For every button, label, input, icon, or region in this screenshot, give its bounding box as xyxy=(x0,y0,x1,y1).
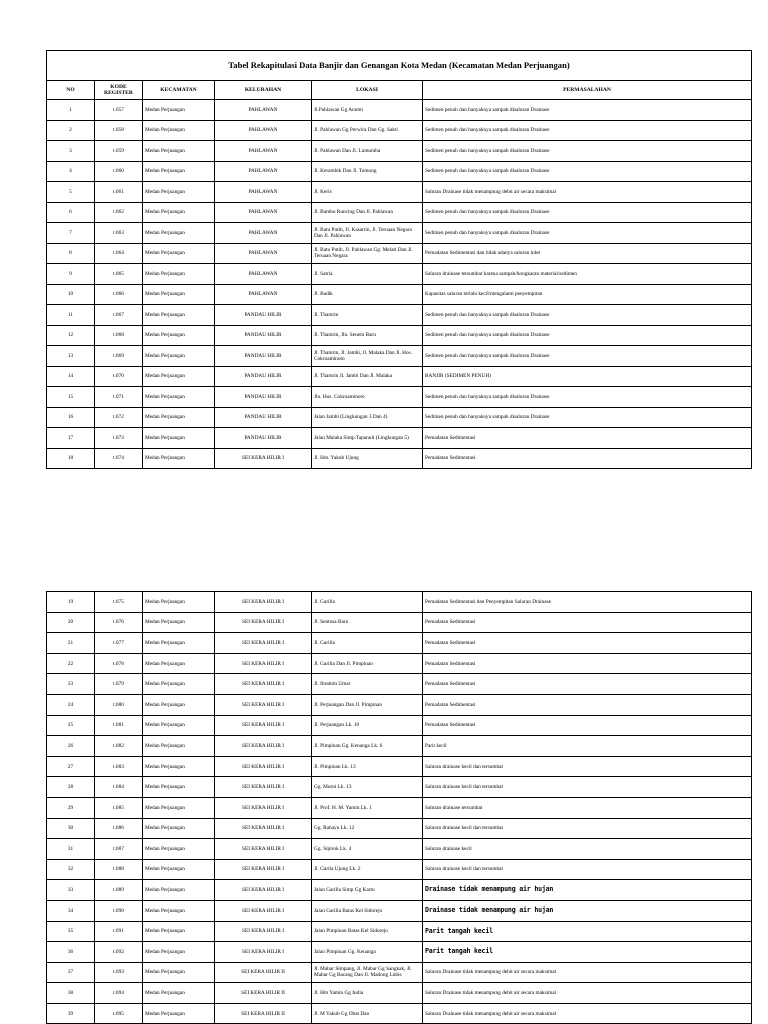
row-no: 24 xyxy=(47,694,95,715)
table-row xyxy=(47,756,752,777)
row-kecamatan: Medan Perjuangan xyxy=(143,120,215,141)
table-row xyxy=(47,736,752,757)
row-kelurahan: SEI KERA HILIR I xyxy=(215,715,312,736)
row-permasalahan: Saluran Drainase tidak menampung debit air secara maksimal xyxy=(423,1003,752,1024)
row-permasalahan: Saluran Drainase tidak menampung debit air secara maksimal xyxy=(423,983,752,1004)
table-row xyxy=(47,1003,752,1024)
row-permasalahan: Kapasitas saluran terlalu kecil/mengalami penyempitan xyxy=(423,284,752,305)
row-kecamatan: Medan Perjuangan xyxy=(143,1003,215,1024)
table-row xyxy=(47,387,752,408)
row-kode-register: t.058 xyxy=(95,120,143,141)
row-lokasi: Jl. Garilla xyxy=(312,633,423,654)
row-kecamatan: Medan Perjuangan xyxy=(143,797,215,818)
row-kode-register: t.081 xyxy=(95,715,143,736)
row-permasalahan: Pemadatan Sedimentasi xyxy=(423,674,752,695)
table-title: Tabel Rekapitulasi Data Banjir dan Genangan Kota Medan (Kecamatan Medan Perjuangan) xyxy=(47,51,752,81)
row-no: 29 xyxy=(47,797,95,818)
row-kelurahan: SEI KERA HILIR I xyxy=(215,942,312,963)
row-kode-register: t.084 xyxy=(95,777,143,798)
row-lokasi: Jl. Badik xyxy=(312,284,423,305)
row-kecamatan: Medan Perjuangan xyxy=(143,202,215,223)
row-no: 13 xyxy=(47,346,95,367)
row-permasalahan: Saluran drainase kecil dan tersumbat xyxy=(423,818,752,839)
row-kecamatan: Medan Perjuangan xyxy=(143,592,215,613)
row-kelurahan: SEI KERA HILIR I xyxy=(215,448,312,469)
row-kode-register: t.074 xyxy=(95,448,143,469)
row-permasalahan: Pemadatan Sedimentasi xyxy=(423,428,752,449)
row-lokasi: Jl. Hm Yamin Gg India xyxy=(312,983,423,1004)
row-no: 36 xyxy=(47,942,95,963)
row-kecamatan: Medan Perjuangan xyxy=(143,900,215,921)
table-row xyxy=(47,818,752,839)
row-lokasi: Jl. Garilla Dan Jl. Pimpinan xyxy=(312,653,423,674)
row-kode-register: t.079 xyxy=(95,674,143,695)
table-row xyxy=(47,448,752,469)
row-lokasi: Gg. Sipirok Lk. 4 xyxy=(312,839,423,860)
row-kecamatan: Medan Perjuangan xyxy=(143,428,215,449)
row-permasalahan: Drainase tidak menampung air hujan xyxy=(423,900,752,921)
row-no: 10 xyxy=(47,284,95,305)
row-permasalahan: Pemadatan Sedimentasi dan tidak adanya saluran inlet xyxy=(423,243,752,264)
row-kelurahan: PANDAU HILIR xyxy=(215,325,312,346)
row-lokasi: Jl. Pimpinan Lk. 13 xyxy=(312,756,423,777)
table-row xyxy=(47,674,752,695)
table-row xyxy=(47,284,752,305)
row-kecamatan: Medan Perjuangan xyxy=(143,653,215,674)
row-kelurahan: PAHLAWAN xyxy=(215,141,312,162)
row-kelurahan: PANDAU HILIR xyxy=(215,407,312,428)
row-no: 9 xyxy=(47,264,95,285)
row-kode-register: t.069 xyxy=(95,346,143,367)
row-no: 26 xyxy=(47,736,95,757)
header-permasalahan: PERMASALAHAN xyxy=(423,81,752,100)
row-kelurahan: SEI KERA HILIR I xyxy=(215,674,312,695)
row-kode-register: t.089 xyxy=(95,880,143,901)
row-kode-register: t.071 xyxy=(95,387,143,408)
row-permasalahan: Drainase tidak menampung air hujan xyxy=(423,880,752,901)
row-permasalahan: Sedimen penuh dan banyaknya sampah disaluran Drainase xyxy=(423,141,752,162)
table-row xyxy=(47,120,752,141)
row-permasalahan: Saluran drainase kecil dan tersumbat xyxy=(423,756,752,777)
row-permasalahan: Saluran drainase kecil dan tersumbat xyxy=(423,859,752,880)
row-kecamatan: Medan Perjuangan xyxy=(143,736,215,757)
row-kecamatan: Medan Perjuangan xyxy=(143,284,215,305)
row-permasalahan: Sedimen penuh dan banyaknya sampah disaluran Drainase xyxy=(423,202,752,223)
row-lokasi: Jalan Pimpinan Batas Kel Sidorejo xyxy=(312,921,423,942)
row-kecamatan: Medan Perjuangan xyxy=(143,264,215,285)
row-kelurahan: SEI KERA HILIR I xyxy=(215,694,312,715)
row-lokasi: Jl. Thamrin, Jl. Jambi, Jl. Malaka Dan Jl. Hos. Cokroaminoto xyxy=(312,346,423,367)
row-permasalahan: Saluran Drainase tidak menampung debit air secara maksimal xyxy=(423,182,752,203)
row-kecamatan: Medan Perjuangan xyxy=(143,921,215,942)
row-no: 38 xyxy=(47,983,95,1004)
row-kode-register: t.060 xyxy=(95,161,143,182)
row-kelurahan: SEI KERA HILIR I xyxy=(215,612,312,633)
row-no: 34 xyxy=(47,900,95,921)
row-kode-register: t.078 xyxy=(95,653,143,674)
row-lokasi: Gg. Rahayu Lk. 12 xyxy=(312,818,423,839)
row-kode-register: t.088 xyxy=(95,859,143,880)
row-permasalahan: Pemadatan Sedimentasi xyxy=(423,448,752,469)
row-kelurahan: PANDAU HILIR xyxy=(215,305,312,326)
row-kode-register: t.077 xyxy=(95,633,143,654)
table-row xyxy=(47,962,752,983)
row-kelurahan: PANDAU HILIR xyxy=(215,428,312,449)
row-kelurahan: PAHLAWAN xyxy=(215,202,312,223)
row-kecamatan: Medan Perjuangan xyxy=(143,818,215,839)
row-lokasi: Jl. Kerambik Dan Jl. Tomong xyxy=(312,161,423,182)
row-lokasi: Jl. Bambu Runcing Dan Jl. Pahlawan xyxy=(312,202,423,223)
row-kelurahan: SEI KERA HILIR I xyxy=(215,818,312,839)
row-no: 4 xyxy=(47,161,95,182)
row-permasalahan: Sedimen penuh dan banyaknya sampah disaluran Drainase xyxy=(423,100,752,121)
row-lokasi: Jalan Jambi (Lingkungan 3 Dan 4) xyxy=(312,407,423,428)
row-permasalahan: Parit tangah kecil xyxy=(423,942,752,963)
row-kode-register: t.091 xyxy=(95,921,143,942)
row-kelurahan: PAHLAWAN xyxy=(215,223,312,244)
row-kelurahan: SEI KERA HILIR II xyxy=(215,962,312,983)
table-row xyxy=(47,694,752,715)
table-row xyxy=(47,777,752,798)
row-no: 3 xyxy=(47,141,95,162)
row-permasalahan: Saluran drainase kecil dan tersumbat xyxy=(423,777,752,798)
table-row xyxy=(47,202,752,223)
table-row xyxy=(47,141,752,162)
row-kecamatan: Medan Perjuangan xyxy=(143,859,215,880)
row-lokasi: Jalan Malaka Simp.Tapanuli (Lingkungan 5) xyxy=(312,428,423,449)
row-kode-register: t.057 xyxy=(95,100,143,121)
row-kode-register: t.087 xyxy=(95,839,143,860)
table-row xyxy=(47,428,752,449)
row-permasalahan: Parit kecil xyxy=(423,736,752,757)
row-no: 19 xyxy=(47,592,95,613)
row-kelurahan: SEI KERA HILIR I xyxy=(215,839,312,860)
row-kecamatan: Medan Perjuangan xyxy=(143,407,215,428)
row-kecamatan: Medan Perjuangan xyxy=(143,161,215,182)
row-no: 15 xyxy=(47,387,95,408)
row-no: 1 xyxy=(47,100,95,121)
row-kelurahan: SEI KERA HILIR I xyxy=(215,736,312,757)
header-no: NO xyxy=(47,81,95,100)
row-lokasi: Jalan Garilla Simp Gg Karto xyxy=(312,880,423,901)
flood-data-table-page-1 xyxy=(46,50,752,469)
row-kelurahan: PANDAU HILIR xyxy=(215,387,312,408)
row-permasalahan: Sedimen penuh dan banyaknya sampah disaluran Drainase xyxy=(423,161,752,182)
row-lokasi: Jl. Thamrin xyxy=(312,305,423,326)
row-kode-register: t.095 xyxy=(95,1003,143,1024)
row-lokasi: Jl. Ibrahim Umar xyxy=(312,674,423,695)
row-kode-register: t.066 xyxy=(95,284,143,305)
row-permasalahan: Sedimen penuh dan banyaknya sampah disaluran Drainase xyxy=(423,407,752,428)
row-kelurahan: SEI KERA HILIR II xyxy=(215,1003,312,1024)
row-lokasi: Jl. Perjuangan Dan Jl. Pimpinan xyxy=(312,694,423,715)
row-kecamatan: Medan Perjuangan xyxy=(143,305,215,326)
row-permasalahan: Pemadatan Sedimentasi xyxy=(423,653,752,674)
row-kecamatan: Medan Perjuangan xyxy=(143,633,215,654)
row-kecamatan: Medan Perjuangan xyxy=(143,715,215,736)
row-kelurahan: SEI KERA HILIR I xyxy=(215,777,312,798)
row-permasalahan: Sedimen penuh dan banyaknya sampah disaluran Drainase xyxy=(423,387,752,408)
table-row xyxy=(47,100,752,121)
header-kode-register: KODE REGISTER xyxy=(95,81,143,100)
row-no: 11 xyxy=(47,305,95,326)
row-permasalahan: Pemadatan Sedimentasi xyxy=(423,715,752,736)
table-row xyxy=(47,305,752,326)
row-lokasi: Gg. Murni Lk. 13 xyxy=(312,777,423,798)
row-lokasi: Jl. Garilla xyxy=(312,592,423,613)
row-permasalahan: Sedimen penuh dan banyaknya sampah disaluran Drainase xyxy=(423,305,752,326)
row-no: 33 xyxy=(47,880,95,901)
row-kecamatan: Medan Perjuangan xyxy=(143,141,215,162)
row-lokasi: Jl. Batu Putih, Jl. Kasatrin, Jl. Teruaan Negara Dan Jl. Pahlawan xyxy=(312,223,423,244)
row-kecamatan: Medan Perjuangan xyxy=(143,962,215,983)
row-kode-register: t.094 xyxy=(95,983,143,1004)
row-kecamatan: Medan Perjuangan xyxy=(143,325,215,346)
table-row xyxy=(47,859,752,880)
row-lokasi: Jl. Satria xyxy=(312,264,423,285)
row-kecamatan: Medan Perjuangan xyxy=(143,612,215,633)
row-kecamatan: Medan Perjuangan xyxy=(143,243,215,264)
table-row xyxy=(47,223,752,244)
row-kelurahan: SEI KERA HILIR II xyxy=(215,983,312,1004)
row-kelurahan: PAHLAWAN xyxy=(215,100,312,121)
row-lokasi: Jl. Pahlawan Dan Jl. Lumumba xyxy=(312,141,423,162)
row-kecamatan: Medan Perjuangan xyxy=(143,223,215,244)
row-no: 5 xyxy=(47,182,95,203)
table-row xyxy=(47,161,752,182)
row-permasalahan: Sedimen penuh dan banyaknya sampah disaluran Drainase xyxy=(423,325,752,346)
row-no: 17 xyxy=(47,428,95,449)
row-kode-register: t.090 xyxy=(95,900,143,921)
row-kelurahan: SEI KERA HILIR I xyxy=(215,921,312,942)
row-kelurahan: SEI KERA HILIR I xyxy=(215,880,312,901)
row-kecamatan: Medan Perjuangan xyxy=(143,839,215,860)
row-permasalahan: Pemadatan Sedimentasi xyxy=(423,694,752,715)
table-row xyxy=(47,653,752,674)
row-kelurahan: SEI KERA HILIR I xyxy=(215,859,312,880)
row-lokasi: Jl. Mabar Simpang, Jl. Mabar Gg Sangkak, Jl. Mabar Gg Bacang Dan Jl. Madong Lubis xyxy=(312,962,423,983)
row-kelurahan: PAHLAWAN xyxy=(215,284,312,305)
row-lokasi: Jl. Thamrin, Jln. Senem Baru xyxy=(312,325,423,346)
row-kelurahan: PAHLAWAN xyxy=(215,182,312,203)
row-kelurahan: SEI KERA HILIR I xyxy=(215,653,312,674)
row-no: 2 xyxy=(47,120,95,141)
row-kode-register: t.061 xyxy=(95,182,143,203)
row-no: 12 xyxy=(47,325,95,346)
row-kelurahan: SEI KERA HILIR I xyxy=(215,756,312,777)
row-permasalahan: Sedimen penuh dan banyaknya sampah disaluran Drainase xyxy=(423,346,752,367)
row-no: 18 xyxy=(47,448,95,469)
row-lokasi: Jl. M Yakub Gg Obat Dan xyxy=(312,1003,423,1024)
table-row xyxy=(47,407,752,428)
row-no: 31 xyxy=(47,839,95,860)
table-row xyxy=(47,715,752,736)
row-permasalahan: Parit tangah kecil xyxy=(423,921,752,942)
row-kode-register: t.065 xyxy=(95,264,143,285)
table-row xyxy=(47,921,752,942)
row-lokasi: Jl. Batu Putih, Jl. Pahlawan Gg. Melati Dan Jl. Teruaan Negara xyxy=(312,243,423,264)
row-kode-register: t.063 xyxy=(95,223,143,244)
table-row xyxy=(47,880,752,901)
row-permasalahan: Saluran drainase tersumbat karena sampah/bongkaran material/sedimen xyxy=(423,264,752,285)
row-no: 28 xyxy=(47,777,95,798)
row-no: 32 xyxy=(47,859,95,880)
row-no: 21 xyxy=(47,633,95,654)
row-permasalahan: Sedimen penuh dan banyaknya sampah disaluran Drainase xyxy=(423,223,752,244)
row-kecamatan: Medan Perjuangan xyxy=(143,942,215,963)
row-kelurahan: SEI KERA HILIR I xyxy=(215,797,312,818)
row-no: 16 xyxy=(47,407,95,428)
header-kelurahan: KELURAHAN xyxy=(215,81,312,100)
row-kode-register: t.075 xyxy=(95,592,143,613)
row-kode-register: t.085 xyxy=(95,797,143,818)
row-permasalahan: Pemadatan Sedimentasi xyxy=(423,612,752,633)
row-no: 22 xyxy=(47,653,95,674)
table-row xyxy=(47,633,752,654)
row-kode-register: t.070 xyxy=(95,366,143,387)
row-lokasi: Jl. Pahlawan Gg Perwira Dan Gg. Sakti xyxy=(312,120,423,141)
row-kode-register: t.093 xyxy=(95,962,143,983)
row-kode-register: t.086 xyxy=(95,818,143,839)
row-permasalahan: Sedimen penuh dan banyaknya sampah disaluran Drainase xyxy=(423,120,752,141)
row-kecamatan: Medan Perjuangan xyxy=(143,756,215,777)
row-kode-register: t.059 xyxy=(95,141,143,162)
row-kelurahan: SEI KERA HILIR I xyxy=(215,592,312,613)
table-row xyxy=(47,346,752,367)
row-kecamatan: Medan Perjuangan xyxy=(143,694,215,715)
header-lokasi: LOKASI xyxy=(312,81,423,100)
row-kecamatan: Medan Perjuangan xyxy=(143,182,215,203)
row-no: 14 xyxy=(47,366,95,387)
table-row xyxy=(47,182,752,203)
table-row xyxy=(47,839,752,860)
row-lokasi: Jl. Thamrin Jl. Jambi Dan Jl. Malaka xyxy=(312,366,423,387)
row-lokasi: Jl.Pahlawan Gg Anomi xyxy=(312,100,423,121)
row-lokasi: Jalan Pimpinan Gg. Kenanga xyxy=(312,942,423,963)
row-kode-register: t.067 xyxy=(95,305,143,326)
table-row xyxy=(47,592,752,613)
header-kecamatan: KECAMATAN xyxy=(143,81,215,100)
row-kode-register: t.072 xyxy=(95,407,143,428)
row-permasalahan: BANJIR (SEDIMEN PENUH) xyxy=(423,366,752,387)
table-row xyxy=(47,612,752,633)
table-row xyxy=(47,942,752,963)
row-permasalahan: Saluran Drainase tidak menampung debit air secara maksimal xyxy=(423,962,752,983)
row-lokasi: Jl. Prof. H. M. Yamin Lk. 1 xyxy=(312,797,423,818)
row-kelurahan: PAHLAWAN xyxy=(215,243,312,264)
flood-data-table-page-2 xyxy=(46,591,752,1024)
row-kecamatan: Medan Perjuangan xyxy=(143,100,215,121)
row-kode-register: t.073 xyxy=(95,428,143,449)
row-no: 6 xyxy=(47,202,95,223)
row-permasalahan: Pemadatan Sedimentasi dan Penyempitan Saluran Drainase xyxy=(423,592,752,613)
row-kode-register: t.082 xyxy=(95,736,143,757)
row-kode-register: t.064 xyxy=(95,243,143,264)
row-kelurahan: PANDAU HILIR xyxy=(215,366,312,387)
table-row xyxy=(47,900,752,921)
row-kode-register: t.080 xyxy=(95,694,143,715)
table-row xyxy=(47,366,752,387)
row-kecamatan: Medan Perjuangan xyxy=(143,346,215,367)
row-kode-register: t.083 xyxy=(95,756,143,777)
row-kelurahan: PAHLAWAN xyxy=(215,264,312,285)
row-kelurahan: PAHLAWAN xyxy=(215,120,312,141)
row-no: 27 xyxy=(47,756,95,777)
row-lokasi: Jl. Garila Ujung Lk. 2 xyxy=(312,859,423,880)
table-row xyxy=(47,264,752,285)
row-no: 23 xyxy=(47,674,95,695)
row-no: 37 xyxy=(47,962,95,983)
row-lokasi: Jl. Sentosa Baru xyxy=(312,612,423,633)
row-kode-register: t.092 xyxy=(95,942,143,963)
row-kecamatan: Medan Perjuangan xyxy=(143,674,215,695)
row-permasalahan: Saluran drainase kecil xyxy=(423,839,752,860)
row-kelurahan: PAHLAWAN xyxy=(215,161,312,182)
table-header-row xyxy=(47,81,752,100)
table-row xyxy=(47,325,752,346)
row-lokasi: Jl. Keris xyxy=(312,182,423,203)
row-no: 7 xyxy=(47,223,95,244)
row-permasalahan: Pemadatan Sedimentasi xyxy=(423,633,752,654)
row-lokasi: Jl. Hm. Yakub Ujung xyxy=(312,448,423,469)
table-row xyxy=(47,243,752,264)
row-lokasi: Jl. Pimpinan Gg. Kenanga Lk. 6 xyxy=(312,736,423,757)
row-kelurahan: SEI KERA HILIR I xyxy=(215,900,312,921)
row-lokasi: Jalan Garilla Batas Kel Sidorejo xyxy=(312,900,423,921)
row-kode-register: t.068 xyxy=(95,325,143,346)
row-no: 25 xyxy=(47,715,95,736)
row-no: 8 xyxy=(47,243,95,264)
row-lokasi: Jln. Hos. Cokroaminoto xyxy=(312,387,423,408)
row-kode-register: t.076 xyxy=(95,612,143,633)
row-kecamatan: Medan Perjuangan xyxy=(143,880,215,901)
row-kelurahan: SEI KERA HILIR I xyxy=(215,633,312,654)
table-row xyxy=(47,797,752,818)
row-kecamatan: Medan Perjuangan xyxy=(143,366,215,387)
row-no: 35 xyxy=(47,921,95,942)
row-no: 30 xyxy=(47,818,95,839)
row-permasalahan: Saluran drainase tersumbat xyxy=(423,797,752,818)
row-kelurahan: PANDAU HILIR xyxy=(215,346,312,367)
row-no: 20 xyxy=(47,612,95,633)
row-kecamatan: Medan Perjuangan xyxy=(143,387,215,408)
row-lokasi: Jl. Perjuangan Lk. 10 xyxy=(312,715,423,736)
row-kecamatan: Medan Perjuangan xyxy=(143,448,215,469)
row-kecamatan: Medan Perjuangan xyxy=(143,983,215,1004)
table-row xyxy=(47,983,752,1004)
row-kecamatan: Medan Perjuangan xyxy=(143,777,215,798)
row-no: 39 xyxy=(47,1003,95,1024)
row-kode-register: t.062 xyxy=(95,202,143,223)
